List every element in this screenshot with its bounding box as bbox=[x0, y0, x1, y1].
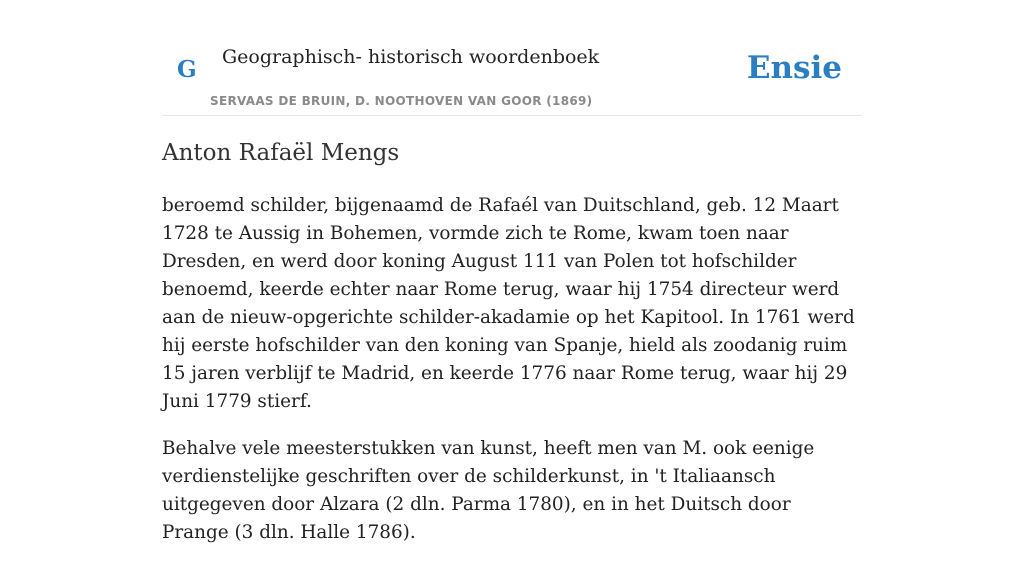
book-title[interactable]: Geographisch- historisch woordenboek bbox=[222, 46, 600, 68]
entry-title: Anton Rafaël Mengs bbox=[162, 140, 400, 166]
book-author: SERVAAS DE BRUIN, D. NOOTHOVEN VAN GOOR (1869) bbox=[210, 94, 593, 108]
entry-paragraph: beroemd schilder, bijgenaamd de Rafaél van Duitschland, geb. 12 Maart 1728 te Aussig in Bohemen, vormde zich te Rome, kwam toen naar Dresden, en werd door koning August 111 van Polen tot hofschilder benoemd, keerde echter naar Rome terug, waar hij 1754 directeur werd aan de nieuw-opgerichte schilder-akadamie op het Kapitool. In 1761 werd hij eerste hofschilder van den koning van Spanje, hield als zoodanig ruim 15 jaren verblijf te Madrid, en keerde 1776 naar Rome terug, waar hij 29 Juni 1779 stierf. bbox=[162, 195, 855, 412]
entry-paragraph: Behalve vele meesterstukken van kunst, heeft men van M. ook eenige verdienstelijke geschriften over de schilderkunst, in 't Italiaansch uitgegeven door Alzara (2 dln. Parma 1780), en in het Duitsch door Prange (3 dln. Halle 1786). bbox=[162, 438, 815, 543]
page bbox=[162, 0, 862, 543]
header bbox=[162, 0, 862, 116]
entry-body bbox=[162, 192, 862, 566]
brand-logo[interactable]: Ensie bbox=[746, 50, 842, 86]
book-logo-icon[interactable]: G bbox=[177, 56, 197, 83]
